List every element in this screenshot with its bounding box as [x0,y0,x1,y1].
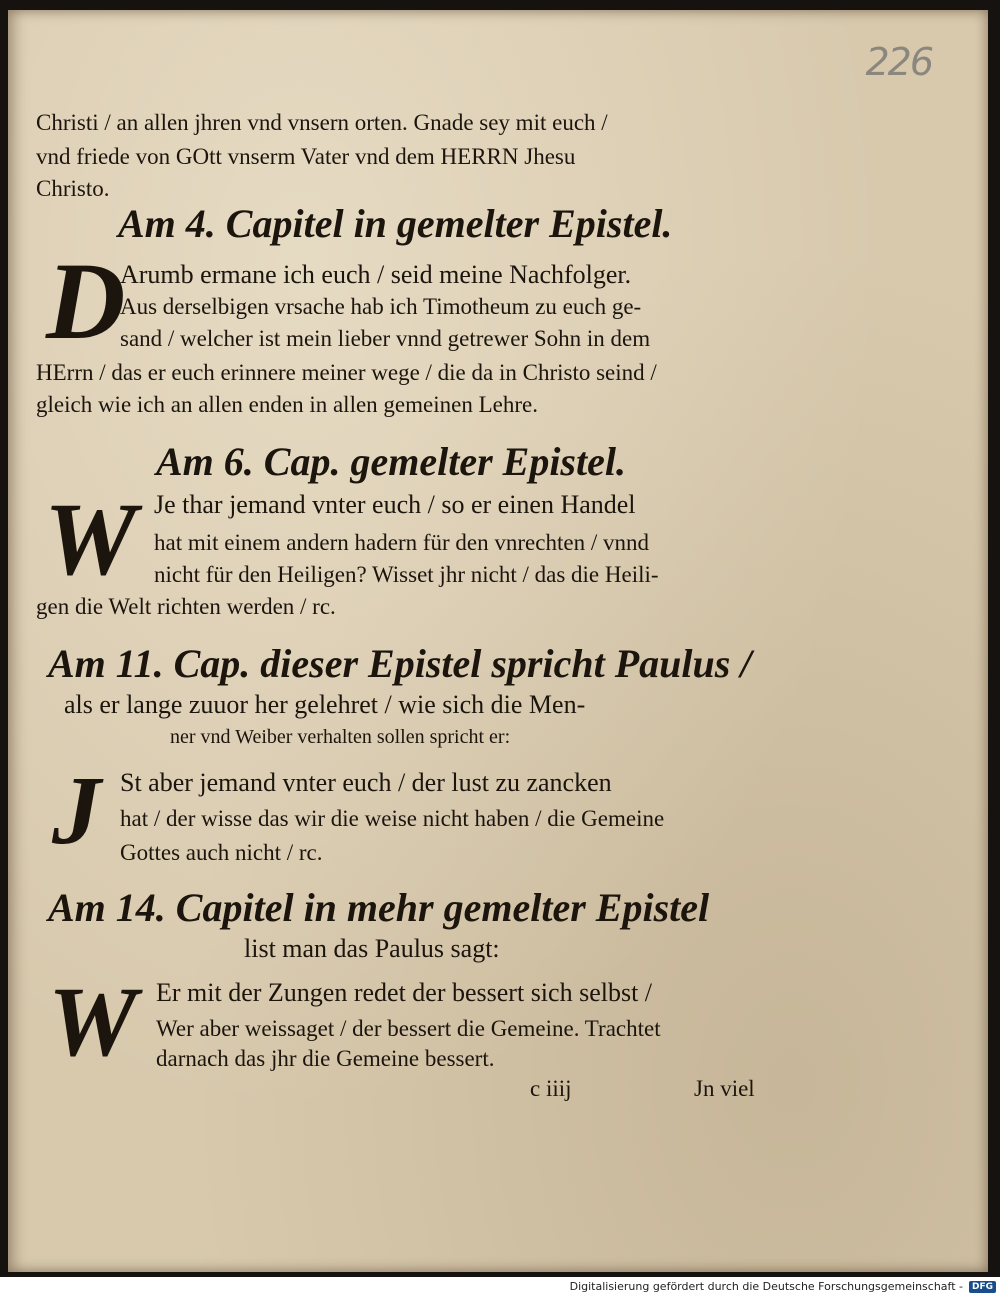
text-line: hat mit einem andern hadern für den vnrechten / vnnd [154,530,649,555]
folio-number: 226 [865,40,932,84]
signature-mark: c iiij [530,1076,572,1101]
book-page [8,10,988,1272]
text-line: gen die Welt richten werden / rc. [36,594,336,619]
section-heading: Am 6. Cap. gemelter Epistel. [156,439,626,484]
footer-text: Digitalisierung gefördert durch die Deutsche Forschungsgemeinschaft - [569,1280,963,1293]
text-line: sand / welcher ist mein lieber vnnd getrewer Sohn in dem [120,326,651,351]
text-line: hat / der wisse das wir die weise nicht haben / die Gemeine [120,806,665,831]
catchword: Jn viel [694,1076,755,1101]
dfg-logo[interactable]: DFG [969,1281,996,1293]
text-line: HErrn / das er euch erinnere meiner wege / die da in Christo seind / [36,360,657,385]
decorated-initial: W [44,482,137,597]
digitization-credit [570,1280,996,1293]
section-heading: Am 14. Capitel in mehr gemelter Epistel [48,885,710,930]
text-line: Wer aber weissaget / der bessert die Gemeine. Trachtet [156,1016,661,1041]
decorated-initial: J [52,757,101,865]
section-heading: Am 4. Capitel in gemelter Epistel. [118,201,673,246]
decorated-initial: W [48,966,137,1077]
section-subheading: list man das Paulus sagt: [244,934,500,963]
text-line: darnach das jhr die Gemeine bessert. [156,1046,495,1071]
text-line: Christi / an allen jhren vnd vnsern orten. Gnade sey mit euch / [36,110,608,135]
text-line: Je thar jemand vnter euch / so er einen Handel [154,490,636,519]
decorated-initial: D [46,240,126,362]
text-line: Aus derselbigen vrsache hab ich Timotheum zu euch ge- [120,294,642,319]
text-line: Gottes auch nicht / rc. [120,840,323,865]
text-line: nicht für den Heiligen? Wisset jhr nicht / das die Heili- [154,562,659,587]
section-subheading: als er lange zuuor her gelehret / wie sich die Men- [64,690,586,719]
text-line: vnd friede von GOtt vnserm Vater vnd dem HERRN Jhesu [36,144,576,169]
text-line: Christo. [36,176,110,201]
section-subheading: ner vnd Weiber verhalten sollen spricht er: [170,726,511,748]
text-line: Er mit der Zungen redet der bessert sich selbst / [156,978,653,1007]
text-line: St aber jemand vnter euch / der lust zu zancken [120,768,612,797]
text-line: Arumb ermane ich euch / seid meine Nachfolger. [120,260,632,289]
text-line: gleich wie ich an allen enden in allen gemeinen Lehre. [36,392,538,417]
section-heading: Am 11. Cap. dieser Epistel spricht Paulus / [48,641,752,686]
